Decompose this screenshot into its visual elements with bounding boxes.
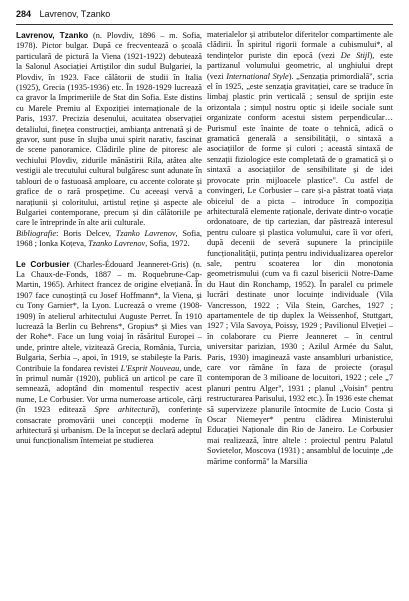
entry-body-le-corbusier-1: (Charles-Édouard Jeanneret-Gris) (n. La Chaux-de-Fonds, 1887 – m. Roquebrune-Cap-Martin, 1965). Arhitect francez de origine elvețiană. În 1907 face cunoștință cu Josef Hoffmann*, la Viena, și cu Tony Garnier*, la Lyon. Lucrează o vreme (1908-1909) în atelierul arhitectului Auguste Perret. În 1910 lucrează la Berlin cu Behrens*, Gropius* și Mies van der Rohe*. Face un lung voiaj în răsăritul Europei – unde, printre altele, vizitează Grecia, România, Turcia, Bulgaria, Serbia –, apoi, în 1919, se stabilește la Paris. Contribuie la fondarea revistei <box>16 259 202 373</box>
entry-le-corbusier <box>16 259 202 447</box>
bibliography-title-1: Tzanko Lavrenov <box>115 228 176 238</box>
entry-body-le-corbusier-3: ), conferințe consacrate promovării unei concepții moderne în arhitectură și urbanism. De la început se declară adeptul unui funcționalism întemeiat pe studierea <box>16 405 202 446</box>
bibliography-text-2: , Sofia, 1968 ; Ionka Koțeva, <box>16 228 202 249</box>
right-column <box>207 30 393 596</box>
bibliography-text-1: : Boris Delcev, <box>56 228 116 238</box>
bibliography-label: Bibliografie <box>16 228 57 238</box>
right-body-2: ), este partizanul volumului geometric, al unghiului drept (vezi <box>207 50 393 81</box>
entry-body-le-corbusier-2: , unde, în primul număr (1920), publică un articol pe care îl semnează, adoptând din momentul respectiv acest nume, Le Corbusier. Vor urma numeroase articole, cărți (în 1923 editează <box>16 363 202 415</box>
right-body-3: ). „Senzația primordială", scria el în 1925, „este senzația gravitației, care se traduce în limbaj plastic prin verticală ; sensul de sprijin este orizontala ; simțul nostru optic și ideile sociale sunt organizate conform acestui sistem perpendicular… Purismul este înainte de toate o tehnică, adică o gramatică generală a sensibilității, o sintaxă a asociațiilor de forme și culori ; această sintaxă de senzații fiziologice este completată de o gramatică și o sintaxă a asociațiilor de sensibilitate și de idei provocate prin mijloacele plastice". Cu astfel de convingeri, Le Corbusier – care și-a păstrat toată viața obiceiul de a picta – introduce în compoziția arhitecturală elemente raționale, derivate dintr-o vocație ordonatoare, de tip cartezian, dar păstrează interesul pentru culoare și plastica volumului, care îi vor oferi, după decenii de severă supunere la principiile funcționalității, putința pentru individualizarea operelor sale, pentru scoaterea lor din monotonia geometrismului (cum va fi cazul bisericii Notre-Dame du Haut din Ronchamp, 1952). În paralel cu primele lucrări destinate unor locuințe individuale (Vila Vancresson, 1922 ; Vila Stein, Garches, 1927 ; apartamentele de tip duplex la Weissenhof, Stuttgart, 1927 ; Vila Savoya, Poissy, 1929 ; Pavilionul Elveției – în colaborare cu Pierre Jeanneret – în centrul universitar parizian, 1930 ; Azilul Armée du Salut, Paris, 1930) imaginează vaste ansambluri urbanistice, care vor rămâne în faza de proiecte (orașul contemporan de 3 milioane de locuitori, 1922 ; cele „7 planuri pentru Alger", 1931 ; planul „Voisin" pentru restructurarea Parisului, 1932 etc.). În 1936 este chemat să supervizeze planurile întocmite de Lucio Costa și Oscar Niemeyer* pentru clădirea Ministerului Educației Naționale din Rio de Janeiro. Le Corbusier mai realizează, între altele : proiectul pentru Palatul Sovietelor, Moscova (1931) ; ansamblul de locuințe „de mărime conformă" la Marsilia <box>207 71 393 466</box>
right-body-1: materialelor și atributelor diferitelor compartimente ale clădirii. În spiritul rigorii formale a cubismului*, al tendințelor puriste din epocă (vezi <box>207 30 393 60</box>
de-stijl-ref: De Stijl <box>340 50 370 60</box>
entry-gap <box>16 250 202 259</box>
page-number: 284 <box>16 9 32 19</box>
entry-title-lavrenov: Lavrenov, Tzanko <box>16 30 89 40</box>
bibliography-text-3: , Sofia, 1972. <box>145 239 190 249</box>
entry-body-lavrenov: (n. Plovdiv, 1896 – m. Sofia, 1978). Pictor bulgar. După ce frecventează o școală particulară de pictură la Viena (1921-1922) debutează la Salonul Asociației Artiștilor din sudul Bulgariei, la Plovdiv, în 1923. Face călătorii de studii în Italia (1925), Grecia (1935-1936) etc. În 1928-1929 lucrează ca gravor la Imprimeriile de Stat din Sofia. Este distins cu Marele Premiu al Expoziției internaționale de la Paris, 1937. Precizia desenului, acuitatea observației detaliului, finețea construcției, ambianța antrenată și de gravor, sunt puse în slujba unui spirit narativ, fascinat de scene panoramice. Clădirile pline de pitoresc ale vechiului Plovdiv, zidurile mănăstirii Rila, atâtea alte vestigii ale trecutului cultural bulgăresc sunt adunate în tablouri de o fastuoasă amploare, cu accente colorate și grafice de o rară prospețime. Cu aceeași vervă a narațiunii și coloritului, artistul reține și aspecte ale Bulgariei contemporane, precum și din călătoriile pe care le întreprinde în alte arii culturale. <box>16 31 202 228</box>
journal-title: L'Esprit Nouveau <box>120 363 180 373</box>
running-title: Lavrenov, Tzanko <box>39 9 111 19</box>
bibliography-lavrenov <box>16 229 202 250</box>
entry-title-le-corbusier: Le Corbusier <box>16 258 70 269</box>
bibliography-title-2: Tzanko Lavrenov <box>88 239 146 249</box>
entry-lavrenov <box>16 30 202 229</box>
entry-le-corbusier-continued <box>207 30 393 467</box>
left-column <box>16 30 202 596</box>
running-header <box>16 9 393 23</box>
international-style-ref: International Style <box>226 71 289 81</box>
header-rule <box>16 24 393 25</box>
book-title: Spre arhitectură <box>94 405 156 415</box>
